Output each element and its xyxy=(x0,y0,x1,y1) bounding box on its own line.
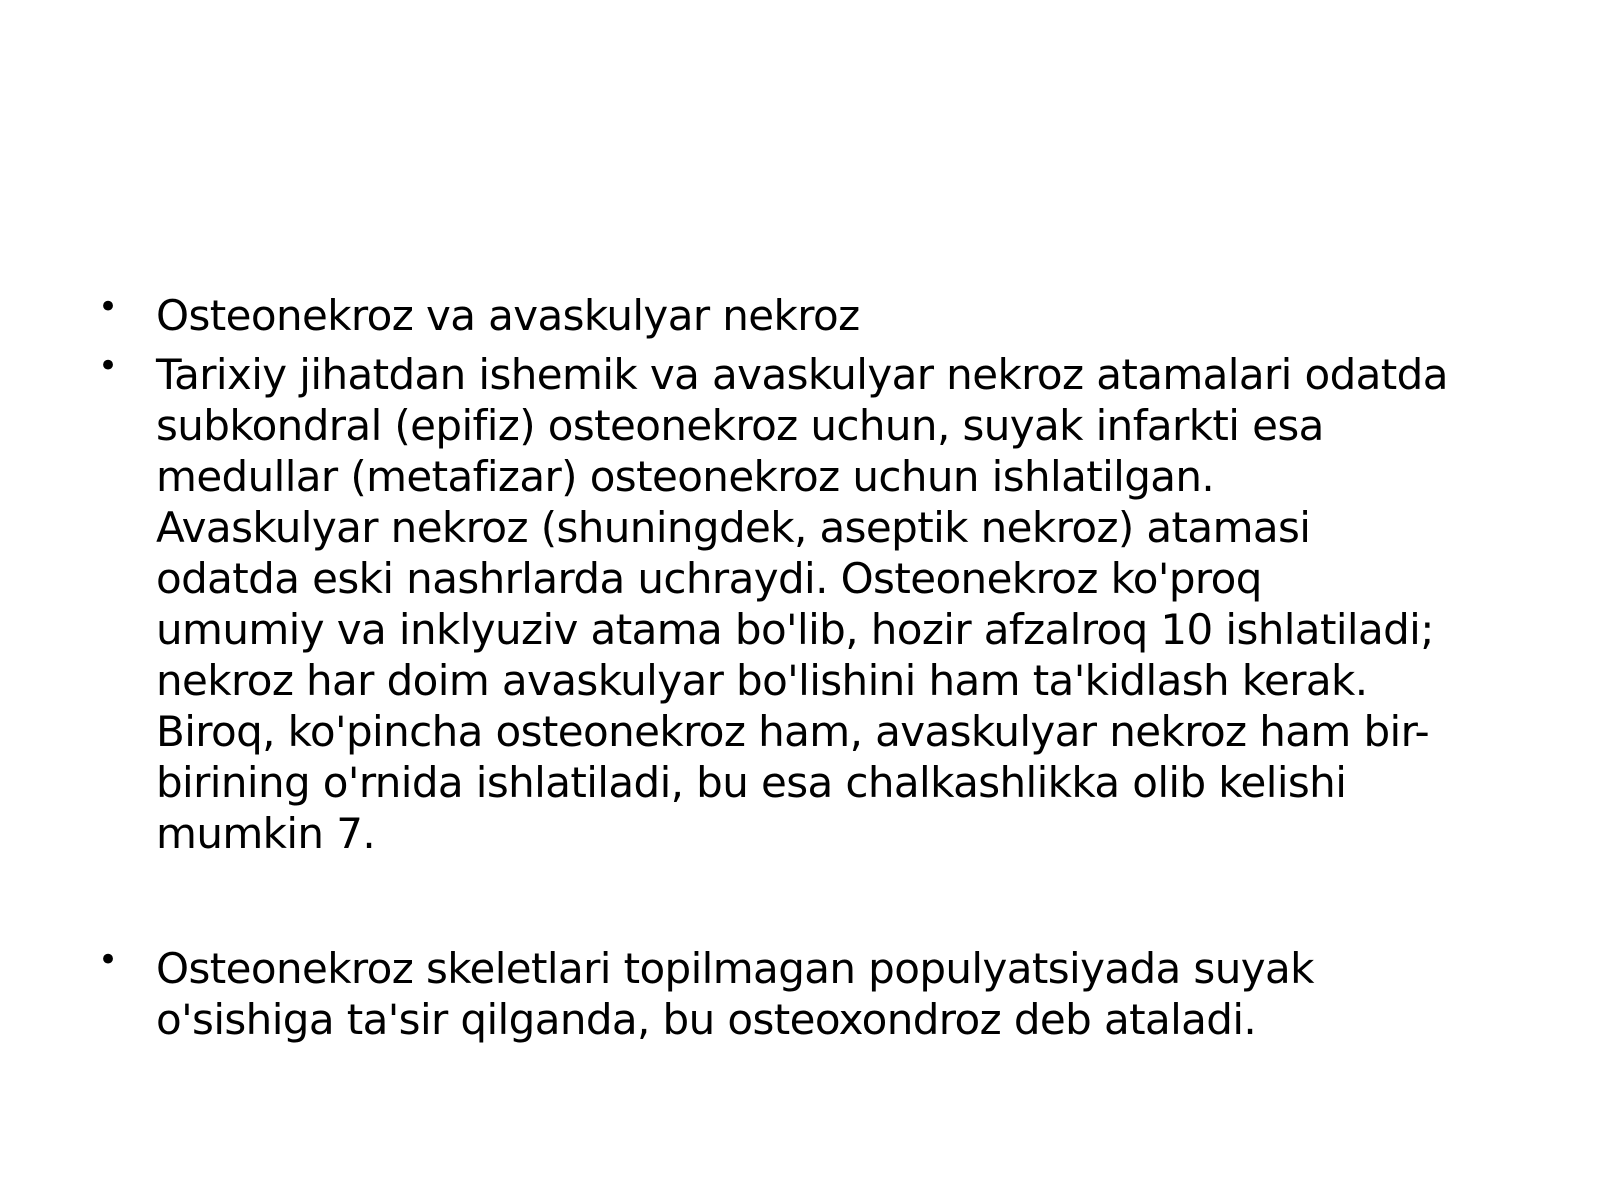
bullet-text: Osteonekroz va avaskulyar nekroz xyxy=(156,291,860,340)
bullet-dot-icon: • xyxy=(98,287,118,327)
bullet-dot-icon: • xyxy=(98,346,118,386)
bullet-item-2 xyxy=(90,346,1520,859)
bullet-text: Tarixiy jihatdan ishemik va avaskulyar nekroz atamalari odatda subkondral (epifiz) osteonekroz uchun, suyak infarkti esa medullar (metafizar) osteonekroz uchun ishlatilgan. Avaskulyar nekroz (shuningdek, aseptik nekroz) atamasi odatda eski nashrlarda uchraydi. Osteonekroz ko'proq umumiy va inklyuziv atama bo'lib, hozir afzalroq 10 ishlatiladi; nekroz har doim avaskulyar bo'lishini ham ta'kidlash kerak. Biroq, ko'pincha osteonekroz ham, avaskulyar nekroz ham bir- birining o'rnida ishlatiladi, bu esa chalkashlikka olib kelishi mumkin 7. xyxy=(156,350,1448,858)
bullet-item-1 xyxy=(90,287,1520,341)
bullet-item-3 xyxy=(90,940,1520,1045)
bullet-list xyxy=(90,287,1520,1053)
bullet-text: Osteonekroz skeletlari topilmagan populyatsiyada suyak o'sishiga ta'sir qilganda, bu osteoxondroz deb ataladi. xyxy=(156,944,1314,1044)
bullet-dot-icon: • xyxy=(98,940,118,980)
